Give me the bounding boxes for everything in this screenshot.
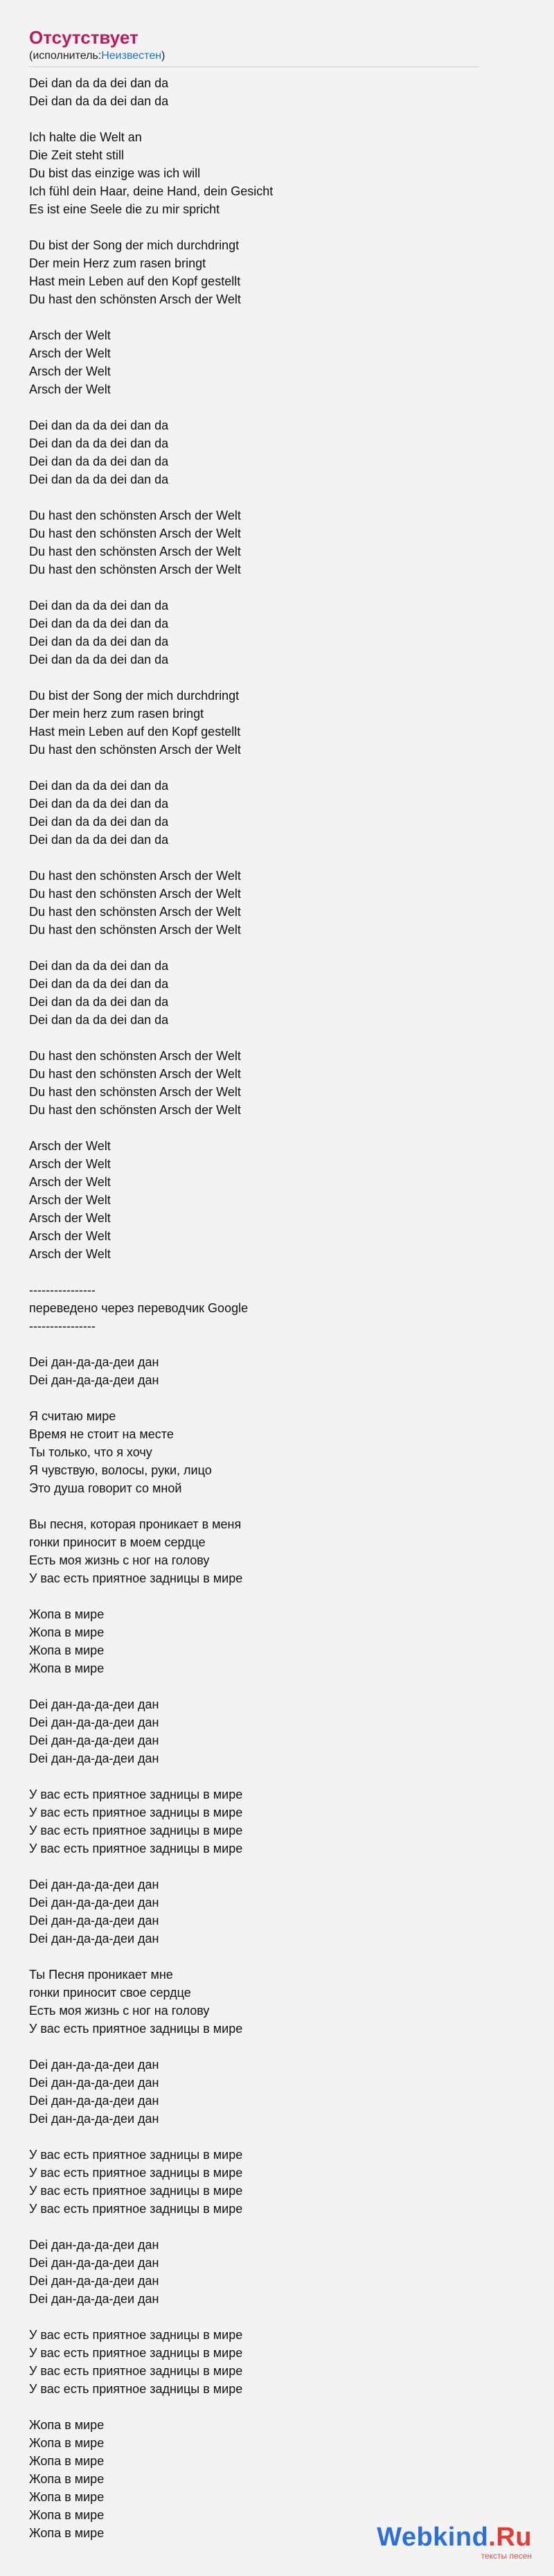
lyrics-line: Жопа в мире — [29, 1625, 105, 1639]
lyrics-line: Du hast den schönsten Arsch der Welt — [29, 1049, 241, 1063]
lyrics-blank-line — [29, 2038, 525, 2056]
lyrics-line: Dei dan da da dei dan da — [29, 833, 169, 847]
lyrics-line: гонки приносит в моем сердце — [29, 1535, 206, 1549]
lyrics-line: Dei дан-да-да-деи дан — [29, 1373, 159, 1387]
lyrics-line: Dei дан-да-да-деи дан — [29, 2238, 159, 2252]
lyrics-line: Я считаю мире — [29, 1409, 116, 1423]
lyrics-line: У вас есть приятное задницы в мире — [29, 2166, 243, 2180]
lyrics-line: Время не стоит на месте — [29, 1427, 174, 1441]
lyrics-blank-line — [29, 2128, 525, 2146]
lyrics-line: Я чувствую, волосы, руки, лицо — [29, 1463, 212, 1477]
lyrics-line: Arsch der Welt — [29, 382, 111, 396]
lyrics-line: У вас есть приятное задницы в мире — [29, 1842, 243, 1855]
lyrics-line: Dei дан-да-да-деи дан — [29, 1355, 159, 1369]
lyrics-blank-line — [29, 2218, 525, 2236]
lyrics-line: Жопа в мире — [29, 1643, 105, 1657]
lyrics-blank-line — [29, 1119, 525, 1137]
lyrics-blank-line — [29, 759, 525, 777]
lyrics-line: Arsch der Welt — [29, 1139, 111, 1153]
lyrics-blank-line — [29, 398, 525, 416]
lyrics-blank-line — [29, 579, 525, 597]
lyrics-line: Dei дан-да-да-деи дан — [29, 1932, 159, 1946]
lyrics-line: Dei dan da da dei dan da — [29, 418, 169, 432]
lyrics-line: Есть моя жизнь с ног на голову — [29, 2004, 210, 2018]
lyrics-line: Dei dan da da dei dan da — [29, 599, 169, 612]
lyrics-line: Arsch der Welt — [29, 364, 111, 378]
lyrics-line: Жопа в мире — [29, 2508, 105, 2522]
lyrics-line: Arsch der Welt — [29, 1157, 111, 1171]
lyrics-line: Вы песня, которая проникает в меня — [29, 1517, 242, 1531]
lyrics-line: Есть моя жизнь с ног на голову — [29, 1553, 210, 1567]
lyrics-line: Es ist eine Seele die zu mir spricht — [29, 202, 220, 216]
lyrics-line: Du hast den schönsten Arsch der Welt — [29, 1067, 241, 1081]
lyrics-line: У вас есть приятное задницы в мире — [29, 1806, 243, 1819]
lyrics-blank-line — [29, 218, 525, 236]
lyrics-blank-line — [29, 1587, 525, 1605]
lyrics-line: Dei dan da da dei dan da — [29, 815, 169, 829]
lyrics-line: Du hast den schönsten Arsch der Welt — [29, 905, 241, 919]
lyrics-line: У вас есть приятное задницы в мире — [29, 2184, 243, 2198]
lyrics-line: Du hast den schönsten Arsch der Welt — [29, 923, 241, 937]
lyrics-line: У вас есть приятное задницы в мире — [29, 2364, 243, 2378]
lyrics-line: Жопа в мире — [29, 1607, 105, 1621]
lyrics-blank-line — [29, 1029, 525, 1047]
lyrics-line: У вас есть приятное задницы в мире — [29, 2328, 243, 2342]
lyrics-line: Dei dan da da dei dan da — [29, 473, 169, 486]
lyrics-blank-line — [29, 1858, 525, 1876]
lyrics-line: Dei дан-да-да-деи дан — [29, 2076, 159, 2090]
lyrics-blank-line — [29, 2398, 525, 2416]
song-title: Отсутствует — [29, 27, 138, 48]
lyrics-line: Ты Песня проникает мне — [29, 1968, 173, 1982]
lyrics-blank-line — [29, 1948, 525, 1966]
lyrics-line: Dei дан-да-да-деи дан — [29, 2256, 159, 2270]
lyrics-line: Du bist der Song der mich durchdringt — [29, 238, 240, 252]
lyrics-line: Dei дан-да-да-деи дан — [29, 2274, 159, 2288]
lyrics-blank-line — [29, 110, 525, 128]
lyrics-line: Du bist der Song der mich durchdringt — [29, 689, 240, 703]
lyrics-line: Dei dan da da dei dan da — [29, 455, 169, 468]
lyrics-line: Dei dan da da dei dan da — [29, 436, 169, 450]
lyrics-line: Ты только, что я хочу — [29, 1445, 152, 1459]
lyrics-line: Hast mein Leben auf den Kopf gestellt — [29, 274, 241, 288]
lyrics-line: Du hast den schönsten Arsch der Welt — [29, 509, 241, 522]
lyrics-text — [29, 74, 525, 2542]
lyrics-line: Du hast den schönsten Arsch der Welt — [29, 563, 241, 576]
lyrics-blank-line — [29, 1263, 525, 1281]
lyrics-line: гонки приносит свое сердце — [29, 1986, 191, 2000]
lyrics-line: Жопа в мире — [29, 2436, 105, 2450]
lyrics-blank-line — [29, 1389, 525, 1407]
lyrics-line: Dei дан-да-да-деи дан — [29, 1896, 159, 1909]
lyrics-line: Dei dan da da dei dan da — [29, 1013, 169, 1027]
lyrics-line: Dei dan da da dei dan da — [29, 94, 169, 108]
lyrics-line: Dei дан-да-да-деи дан — [29, 2094, 159, 2108]
lyrics-line: Ich halte die Welt an — [29, 130, 142, 144]
lyrics-line: переведено через переводчик Google — [29, 1301, 249, 1315]
lyrics-line: Dei дан-да-да-деи дан — [29, 1733, 159, 1747]
lyrics-line: Arsch der Welt — [29, 1211, 111, 1225]
lyrics-line: У вас есть приятное задницы в мире — [29, 2148, 243, 2162]
lyrics-panel — [21, 19, 533, 2549]
lyrics-line: Arsch der Welt — [29, 1247, 111, 1261]
lyrics-line: Dei dan da da dei dan da — [29, 617, 169, 630]
lyrics-line: У вас есть приятное задницы в мире — [29, 2202, 243, 2216]
lyrics-line: Dei дан-да-да-деи дан — [29, 2292, 159, 2306]
artist-line — [29, 50, 525, 62]
lyrics-blank-line — [29, 1677, 525, 1695]
logo-subtitle: тексты песен — [481, 2551, 532, 2561]
lyrics-line: Dei дан-да-да-деи дан — [29, 1715, 159, 1729]
lyrics-blank-line — [29, 488, 525, 506]
lyrics-line: Arsch der Welt — [29, 328, 111, 342]
lyrics-blank-line — [29, 669, 525, 687]
lyrics-line: ---------------- — [29, 1283, 96, 1297]
lyrics-line: Dei дан-да-да-деи дан — [29, 1878, 159, 1891]
lyrics-line: У вас есть приятное задницы в мире — [29, 1824, 243, 1837]
lyrics-line: Dei dan da da dei dan da — [29, 959, 169, 973]
lyrics-line: Dei dan da da dei dan da — [29, 76, 169, 90]
lyrics-line: У вас есть приятное задницы в мире — [29, 1788, 243, 1801]
lyrics-line: Dei дан-да-да-деи дан — [29, 2112, 159, 2126]
lyrics-line: Dei dan da da dei dan da — [29, 653, 169, 667]
lyrics-line: Du bist das einzige was ich will — [29, 166, 201, 180]
lyrics-line: Du hast den schönsten Arsch der Welt — [29, 1103, 241, 1117]
lyrics-line: Dei дан-да-да-деи дан — [29, 1697, 159, 1711]
lyrics-line: Hast mein Leben auf den Kopf gestellt — [29, 725, 241, 739]
lyrics-blank-line — [29, 849, 525, 867]
lyrics-line: Ich fühl dein Haar, deine Hand, dein Gesicht — [29, 184, 274, 198]
lyrics-line: Arsch der Welt — [29, 1175, 111, 1189]
lyrics-blank-line — [29, 1767, 525, 1785]
lyrics-blank-line — [29, 1335, 525, 1353]
lyrics-line: Жопа в мире — [29, 2472, 105, 2486]
lyrics-line: У вас есть приятное задницы в мире — [29, 2346, 243, 2360]
lyrics-line: Dei dan da da dei dan da — [29, 635, 169, 649]
lyrics-line: Arsch der Welt — [29, 346, 111, 360]
lyrics-line: Du hast den schönsten Arsch der Welt — [29, 743, 241, 757]
lyrics-line: У вас есть приятное задницы в мире — [29, 2382, 243, 2396]
lyrics-line: Это душа говорит со мной — [29, 1481, 182, 1495]
lyrics-line: Der mein Herz zum rasen bringt — [29, 256, 206, 270]
lyrics-line: Du hast den schönsten Arsch der Welt — [29, 545, 241, 558]
artist-link[interactable]: Неизвестен — [101, 50, 162, 62]
lyrics-line: Arsch der Welt — [29, 1193, 111, 1207]
lyrics-line: Du hast den schönsten Arsch der Welt — [29, 887, 241, 901]
lyrics-line: Die Zeit steht still — [29, 148, 125, 162]
logo-main-text: Webkind — [377, 2523, 489, 2552]
lyrics-line: Жопа в мире — [29, 1661, 105, 1675]
lyrics-line: Жопа в мире — [29, 2418, 105, 2432]
lyrics-line: Dei дан-да-да-деи дан — [29, 1914, 159, 1927]
lyrics-line: Du hast den schönsten Arsch der Welt — [29, 869, 241, 883]
lyrics-line: Dei dan da da dei dan da — [29, 995, 169, 1009]
lyrics-line: Dei dan da da dei dan da — [29, 779, 169, 793]
lyrics-blank-line — [29, 939, 525, 957]
lyrics-line: У вас есть приятное задницы в мире — [29, 1571, 243, 1585]
lyrics-line: Жопа в мире — [29, 2454, 105, 2468]
lyrics-line: Жопа в мире — [29, 2490, 105, 2504]
lyrics-blank-line — [29, 1497, 525, 1515]
lyrics-line: Du hast den schönsten Arsch der Welt — [29, 292, 241, 306]
lyrics-line: Жопа в мире — [29, 2526, 105, 2540]
lyrics-blank-line — [29, 2308, 525, 2326]
lyrics-line: Arsch der Welt — [29, 1229, 111, 1243]
lyrics-line: Dei дан-да-да-деи дан — [29, 2058, 159, 2072]
lyrics-blank-line — [29, 308, 525, 326]
logo-tld: .Ru — [488, 2523, 532, 2552]
lyrics-line: ---------------- — [29, 1319, 96, 1333]
artist-prefix: (исполнитель: — [29, 50, 102, 62]
lyrics-line: Dei дан-да-да-деи дан — [29, 1752, 159, 1765]
lyrics-line: Du hast den schönsten Arsch der Welt — [29, 527, 241, 540]
logo-wordmark — [377, 2522, 532, 2552]
site-logo[interactable] — [377, 2522, 532, 2561]
artist-suffix: ) — [161, 50, 166, 62]
lyrics-line: Der mein herz zum rasen bringt — [29, 707, 204, 721]
lyrics-line: Dei dan da da dei dan da — [29, 977, 169, 991]
lyrics-line: У вас есть приятное задницы в мире — [29, 2022, 243, 2036]
lyrics-line: Du hast den schönsten Arsch der Welt — [29, 1085, 241, 1099]
lyrics-line: Dei dan da da dei dan da — [29, 797, 169, 811]
